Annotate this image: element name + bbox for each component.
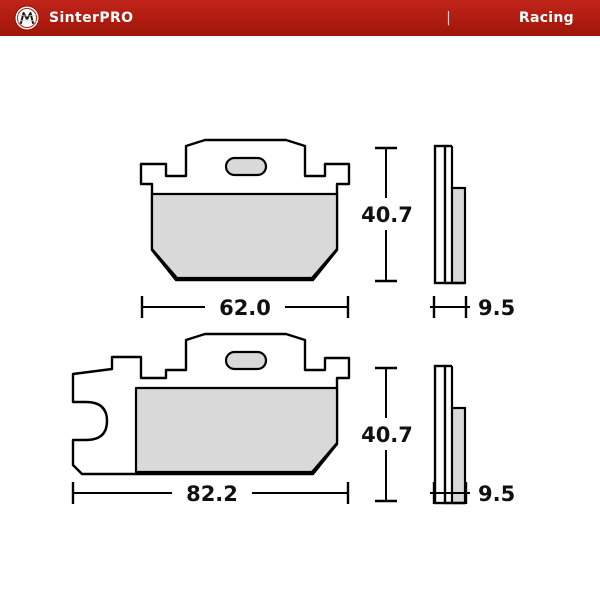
- upper-pad-side-view: [435, 146, 465, 283]
- upper-pad-side-backing: [435, 146, 445, 283]
- brake-pad-drawing: [0, 36, 600, 600]
- upper-pad-friction-material: [152, 194, 337, 278]
- lower-pad-friction-material: [136, 388, 337, 472]
- lower-pad-front-view: [73, 334, 349, 474]
- lower-pad-center-slot: [226, 352, 266, 369]
- upper-width-value: 62.0: [219, 296, 271, 320]
- product-category-label: Racing: [518, 10, 574, 26]
- diagram-canvas: [0, 36, 600, 600]
- header-bar: [0, 0, 600, 36]
- lower-height-dimension: [358, 368, 416, 501]
- upper-pad-center-slot: [226, 158, 266, 175]
- upper-thickness-dimension: [430, 296, 515, 320]
- upper-height-dimension: [358, 148, 416, 281]
- lower-height-value: 40.7: [361, 423, 413, 447]
- brand-name: SinterPRO: [49, 10, 134, 26]
- lower-pad-side-view: [435, 366, 465, 503]
- lower-thickness-value: 9.5: [478, 482, 516, 506]
- brand-logo-icon: [14, 5, 40, 31]
- header-separator: |: [446, 10, 451, 26]
- upper-height-value: 40.7: [361, 203, 413, 227]
- lower-width-value: 82.2: [186, 482, 238, 506]
- lower-width-dimension: [73, 477, 348, 509]
- lower-pad-side-friction: [452, 408, 465, 503]
- upper-width-dimension: [142, 291, 348, 323]
- lower-pad-side-backing: [435, 366, 445, 503]
- upper-pad-side-friction: [452, 188, 465, 283]
- upper-thickness-value: 9.5: [478, 296, 516, 320]
- upper-pad-front-view: [141, 140, 349, 280]
